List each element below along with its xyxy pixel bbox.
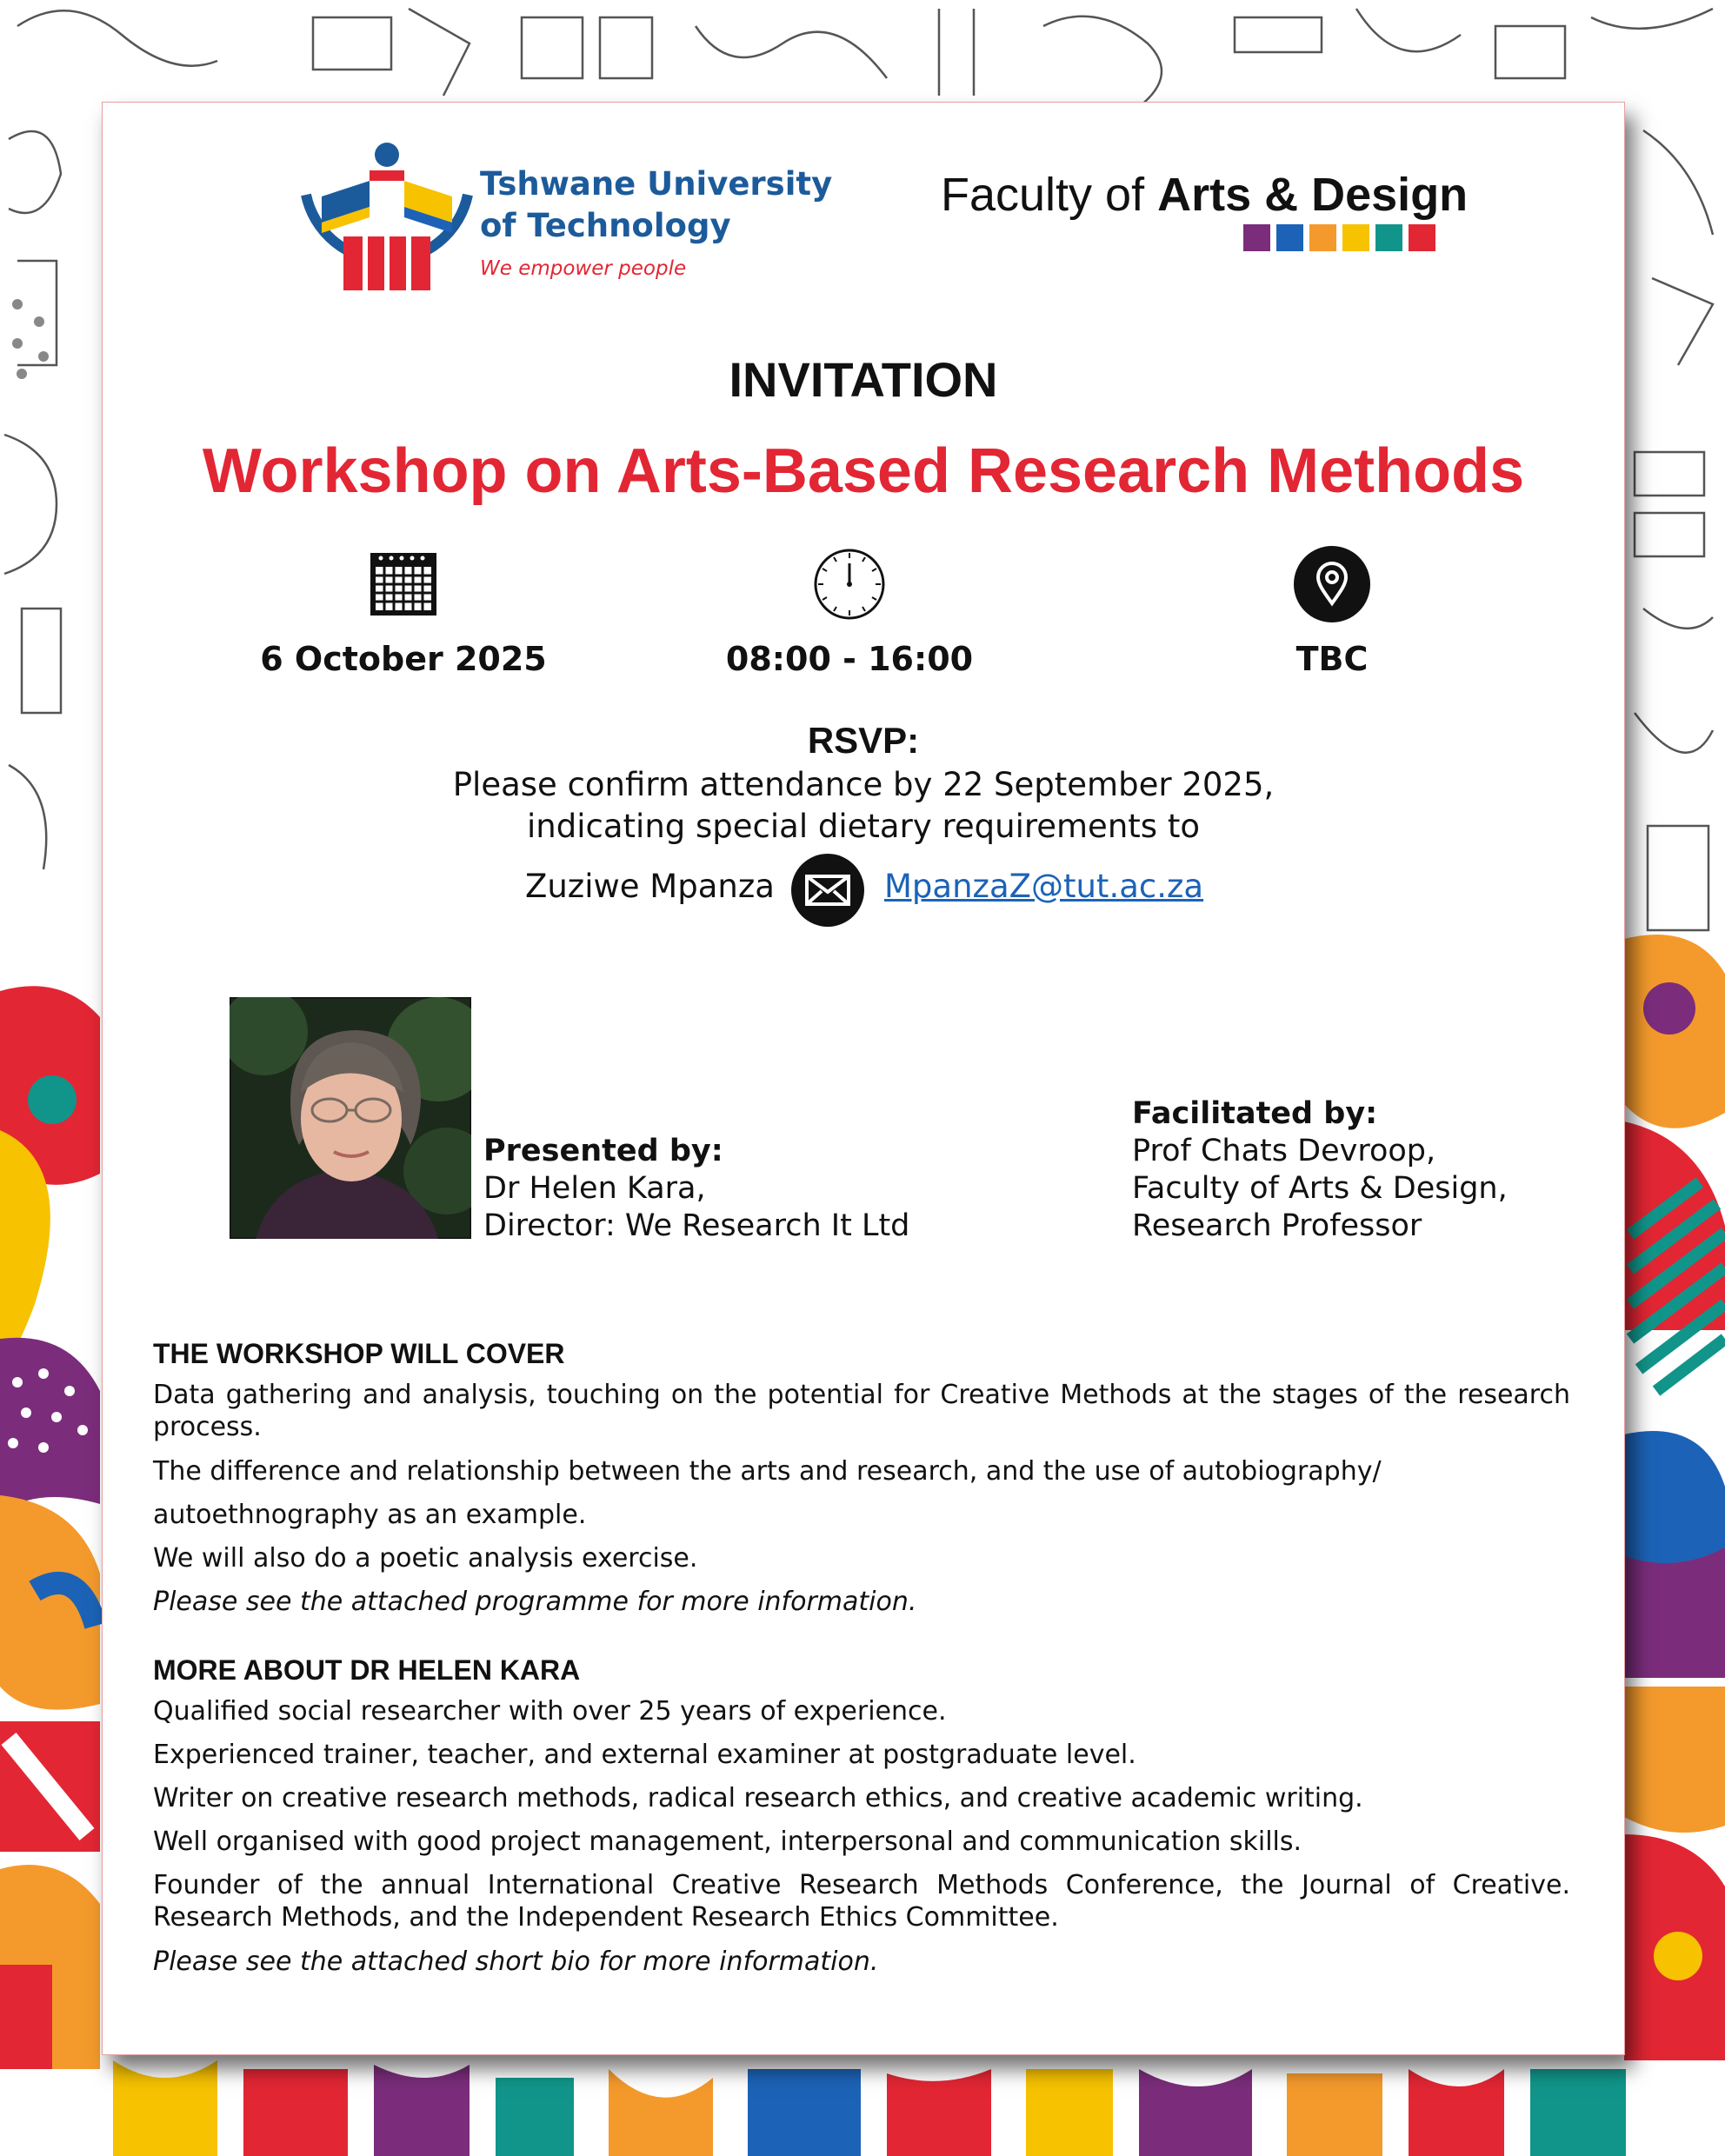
- contact-name: Zuziwe Mpanza: [525, 868, 775, 905]
- university-name-line1: Tshwane University: [480, 165, 833, 203]
- clock-icon: [813, 548, 886, 621]
- workshop-item: We will also do a poetic analysis exercise.: [153, 1543, 698, 1574]
- presenter-role: Director: We Research It Ltd: [483, 1208, 910, 1243]
- calendar-icon: [369, 548, 438, 617]
- location-pin-icon: [1294, 546, 1370, 622]
- faculty-prefix: Faculty of: [941, 169, 1158, 221]
- bio-section-heading: MORE ABOUT DR HELEN KARA: [153, 1654, 581, 1686]
- faculty-colour-swatch: [1243, 224, 1270, 251]
- event-venue: TBC: [1295, 640, 1369, 678]
- facilitator-name: Prof Chats Devroop,: [1132, 1134, 1436, 1168]
- workshop-item: The difference and relationship between the arts and research, and the use of autobiography/: [153, 1456, 1382, 1487]
- bio-item: Well organised with good project management, interpersonal and communication skills.: [153, 1827, 1302, 1857]
- rsvp-heading: RSVP:: [807, 720, 920, 761]
- workshop-title: Workshop on Arts-Based Research Methods: [202, 436, 1525, 506]
- presenter-label: Presented by:: [483, 1134, 723, 1168]
- facilitator-label: Facilitated by:: [1132, 1096, 1378, 1131]
- workshop-section-heading: THE WORKSHOP WILL COVER: [153, 1338, 565, 1369]
- contact-email-link[interactable]: MpanzaZ@tut.ac.za: [884, 868, 1204, 905]
- invitation-kicker: INVITATION: [729, 352, 998, 407]
- university-name-line2: of Technology: [480, 207, 731, 244]
- facilitator-role: Research Professor: [1132, 1208, 1422, 1243]
- rsvp-line-1: Please confirm attendance by 22 September 2025,: [452, 766, 1275, 803]
- presenter-photo: [230, 997, 471, 1239]
- facilitator-faculty: Faculty of Arts & Design,: [1132, 1171, 1508, 1206]
- bio-note: Please see the attached short bio for more information.: [153, 1946, 879, 1977]
- bio-item: Experienced trainer, teacher, and external examiner at postgraduate level.: [153, 1740, 1136, 1770]
- event-time: 08:00 - 16:00: [725, 640, 974, 678]
- bio-item: Writer on creative research methods, radical research ethics, and creative academic writing.: [153, 1783, 1363, 1813]
- bio-item: Founder of the annual International Creative Research Methods Conference, the Journal of Creative. Research Methods, and the Independent Research Ethics Committee.: [153, 1870, 1570, 1933]
- facilitator-block: [1132, 1095, 1508, 1245]
- invitation-card: [102, 102, 1625, 2055]
- workshop-note: Please see the attached programme for more information.: [153, 1587, 917, 1617]
- faculty-colour-swatch: [1309, 224, 1336, 251]
- faculty-colour-swatch: [1375, 224, 1402, 251]
- faculty-colour-swatch: [1276, 224, 1303, 251]
- workshop-item: Data gathering and analysis, touching on the potential for Creative Methods at the stages of the research process.: [153, 1380, 1570, 1442]
- faculty-title: [941, 168, 1468, 222]
- envelope-icon: [791, 854, 864, 927]
- bio-item: Qualified social researcher with over 25 years of experience.: [153, 1696, 947, 1727]
- university-tagline: We empower people: [480, 257, 687, 280]
- faculty-colour-swatch: [1342, 224, 1369, 251]
- rsvp-line-2: indicating special dietary requirements to: [527, 808, 1200, 845]
- tut-logo-icon: [287, 134, 487, 308]
- event-date: 6 October 2025: [260, 640, 547, 678]
- workshop-item: autoethnography as an example.: [153, 1500, 587, 1530]
- faculty-colour-swatch: [1409, 224, 1435, 251]
- presenter-block: [483, 1133, 909, 1245]
- presenter-name: Dr Helen Kara,: [483, 1171, 706, 1206]
- faculty-name: Arts & Design: [1157, 169, 1469, 221]
